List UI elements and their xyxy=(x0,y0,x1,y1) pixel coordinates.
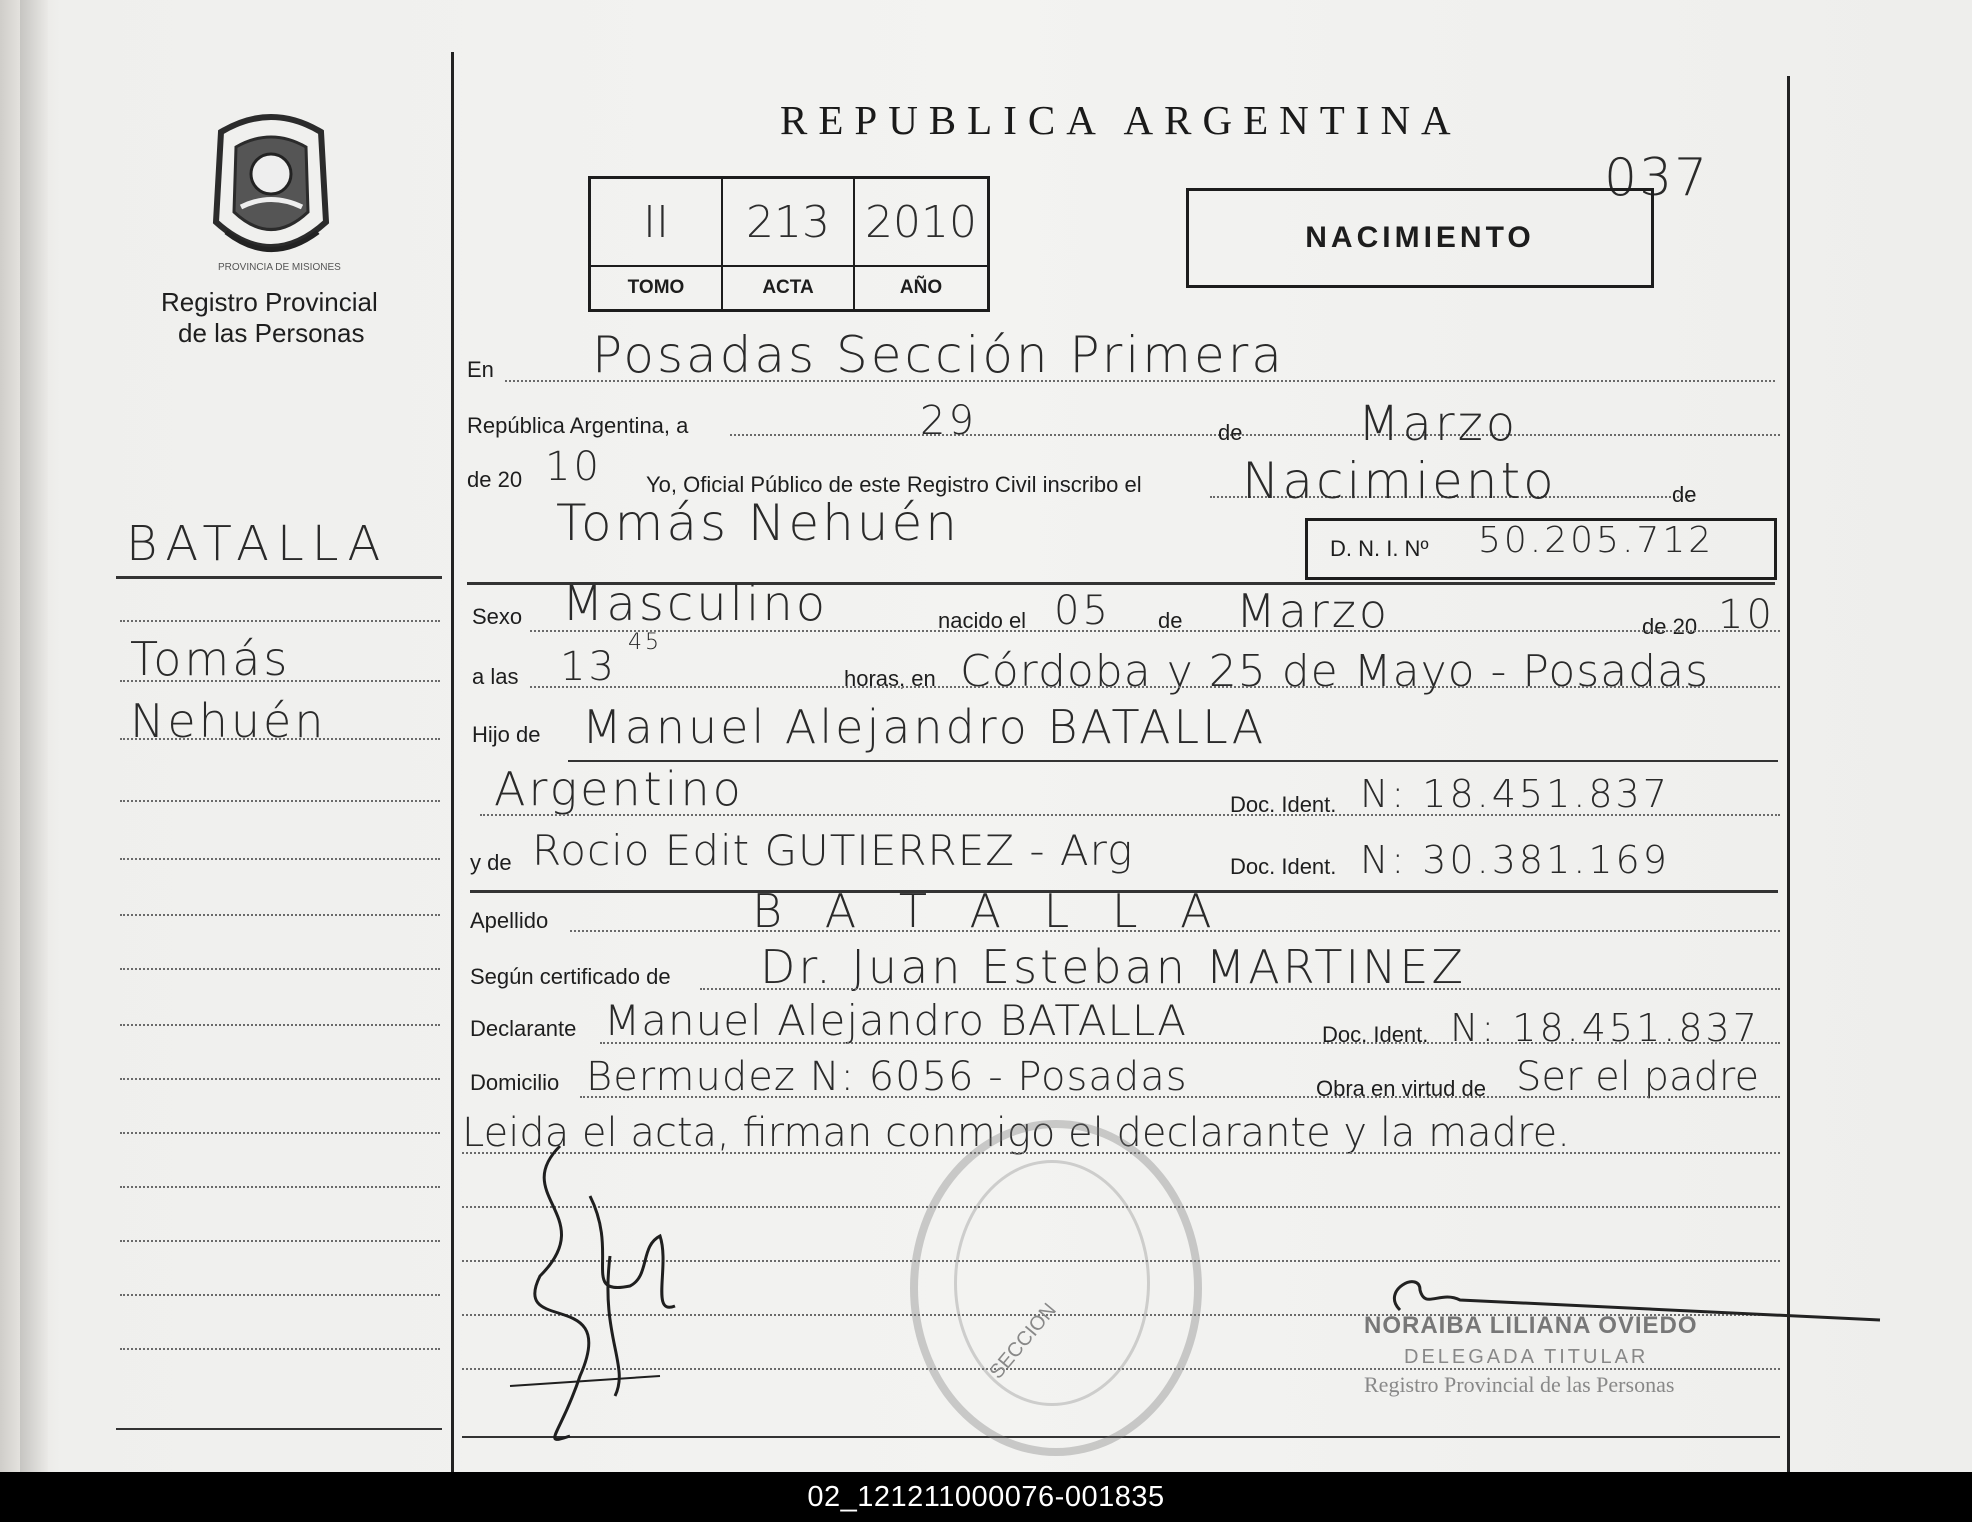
seal-text: PROVINCIA DE MISIONES xyxy=(218,262,341,273)
margin-given-name-2: Nehuén xyxy=(130,694,327,748)
label-doc-ident-madre: Doc. Ident. xyxy=(1230,854,1337,879)
line-hijo xyxy=(568,760,1778,762)
label-dni: D. N. I. Nº xyxy=(1330,536,1429,561)
margin-line xyxy=(120,620,440,622)
stamp-text: SECCION xyxy=(985,1299,1061,1384)
line-declarante xyxy=(600,1042,1780,1044)
value-minutos: 45 xyxy=(628,630,662,655)
value-doc-madre: N: 30.381.169 xyxy=(1360,838,1670,882)
right-border xyxy=(1787,76,1790,1472)
margin-line xyxy=(120,1186,440,1188)
value-nac-mes: Marzo xyxy=(1236,584,1391,638)
value-lugar-nac: Córdoba y 25 de Mayo - Posadas xyxy=(960,646,1709,697)
line-apellido xyxy=(570,930,1780,932)
value-domicilio: Bermudez N: 6056 - Posadas xyxy=(586,1054,1188,1100)
margin-line xyxy=(120,800,440,802)
line-segun xyxy=(700,988,1780,990)
margin-given-name-1: Tomás xyxy=(130,632,291,686)
value-leida: Leida el acta, firman conmigo el declarante y la madre. xyxy=(462,1110,1570,1156)
index-box xyxy=(588,176,990,312)
officer-name: NORAIBA LILIANA OVIEDO xyxy=(1364,1312,1698,1339)
label-hijo: Hijo de xyxy=(472,722,541,747)
label-de-nac-mes: de xyxy=(1158,608,1183,633)
margin-line xyxy=(120,968,440,970)
line-a-las xyxy=(530,686,1780,688)
margin-line xyxy=(120,1348,440,1350)
value-padre: Manuel Alejandro BATALLA xyxy=(582,700,1267,754)
margin-line xyxy=(120,1078,440,1080)
label-y-de: y de xyxy=(470,850,512,875)
value-nac-dia: 05 xyxy=(1054,588,1111,634)
line-sexo xyxy=(530,630,1780,632)
label-a-las: a las xyxy=(472,664,519,689)
label-obra: Obra en virtud de xyxy=(1316,1076,1486,1101)
label-doc-ident-declarante: Doc. Ident. xyxy=(1322,1022,1429,1047)
margin-line xyxy=(120,1294,440,1296)
value-nac-padre: Argentino xyxy=(494,762,744,816)
value-lugar: Posadas Sección Primera xyxy=(592,326,1285,384)
label-de-20: de 20 xyxy=(467,467,523,492)
margin-line xyxy=(120,914,440,916)
country-title: REPUBLICA ARGENTINA xyxy=(780,97,1462,143)
margin-surname: BATALLA xyxy=(126,516,389,572)
binding-fold xyxy=(20,0,48,1472)
acta-value: 213 xyxy=(723,179,855,265)
label-domicilio: Domicilio xyxy=(470,1070,560,1095)
label-apellido: Apellido xyxy=(470,908,549,933)
label-de-20-nac: de 20 xyxy=(1642,614,1698,639)
margin-rule xyxy=(116,576,442,579)
label-de-mes: de xyxy=(1218,420,1243,445)
label-declarante: Declarante xyxy=(470,1016,577,1041)
line-nac-padre xyxy=(480,814,1780,816)
value-declarante: Manuel Alejandro BATALLA xyxy=(604,996,1187,1045)
tomo-label: TOMO xyxy=(591,265,723,309)
line-domicilio xyxy=(580,1096,1780,1098)
value-madre: Rocio Edit GUTIERREZ - Arg xyxy=(532,826,1134,875)
officer-office: Registro Provincial de las Personas xyxy=(1364,1372,1675,1397)
label-segun: Según certificado de xyxy=(470,964,671,989)
acta-label: ACTA xyxy=(723,265,855,309)
margin-line xyxy=(120,1024,440,1026)
act-number: 037 xyxy=(1604,148,1710,208)
act-type-box: NACIMIENTO xyxy=(1186,188,1654,288)
value-hora: 13 xyxy=(560,644,617,690)
label-oficial: Yo, Oficial Público de este Registro Civil inscribo el xyxy=(646,472,1142,497)
image-caption: 02_121211000076-001835 xyxy=(0,1472,1972,1522)
value-dia: 29 xyxy=(920,398,977,444)
registry-name-line1: Registro Provincial xyxy=(161,287,378,317)
line-republica xyxy=(730,434,1780,436)
ano-label: AÑO xyxy=(855,265,987,309)
margin-line xyxy=(120,1132,440,1134)
value-doc-declarante: N: 18.451.837 xyxy=(1450,1006,1760,1050)
margin-line xyxy=(120,680,440,682)
label-sexo: Sexo xyxy=(472,604,523,629)
tomo-value: II xyxy=(591,179,723,265)
value-mes: Marzo xyxy=(1358,396,1519,452)
label-nacido: nacido el xyxy=(938,608,1027,633)
official-stamp-inner xyxy=(954,1160,1150,1406)
officer-role: DELEGADA TITULAR xyxy=(1404,1346,1649,1368)
label-republica: República Argentina, a xyxy=(467,413,689,438)
label-horas: horas, en xyxy=(844,666,936,691)
provincial-seal xyxy=(206,112,336,262)
value-certificado: Dr. Juan Esteban MARTINEZ xyxy=(760,940,1466,994)
margin-line xyxy=(120,858,440,860)
margin-divider xyxy=(451,52,454,1472)
value-obra: Ser el padre xyxy=(1516,1054,1760,1100)
value-nombre: Tomás Nehuén xyxy=(556,494,960,552)
value-doc-padre: N: 18.451.837 xyxy=(1360,772,1670,816)
value-sexo: Masculino xyxy=(562,576,829,632)
value-dni: 50.205.712 xyxy=(1478,520,1715,561)
margin-bottom-rule xyxy=(116,1428,442,1430)
ano-value: 2010 xyxy=(865,196,977,248)
label-doc-ident-padre: Doc. Ident. xyxy=(1230,792,1337,817)
value-apellido: B A T A L L A xyxy=(752,884,1226,938)
registry-name-line2: de las Personas xyxy=(178,318,365,348)
margin-line xyxy=(120,1240,440,1242)
label-de-nombre: de xyxy=(1672,482,1697,507)
label-en: En xyxy=(467,357,494,382)
declarant-signature xyxy=(500,1136,710,1456)
value-tipo: Nacimiento xyxy=(1242,452,1557,510)
margin-line xyxy=(120,738,440,740)
value-anio: 10 xyxy=(545,444,602,490)
value-nac-anio: 10 xyxy=(1718,592,1775,638)
